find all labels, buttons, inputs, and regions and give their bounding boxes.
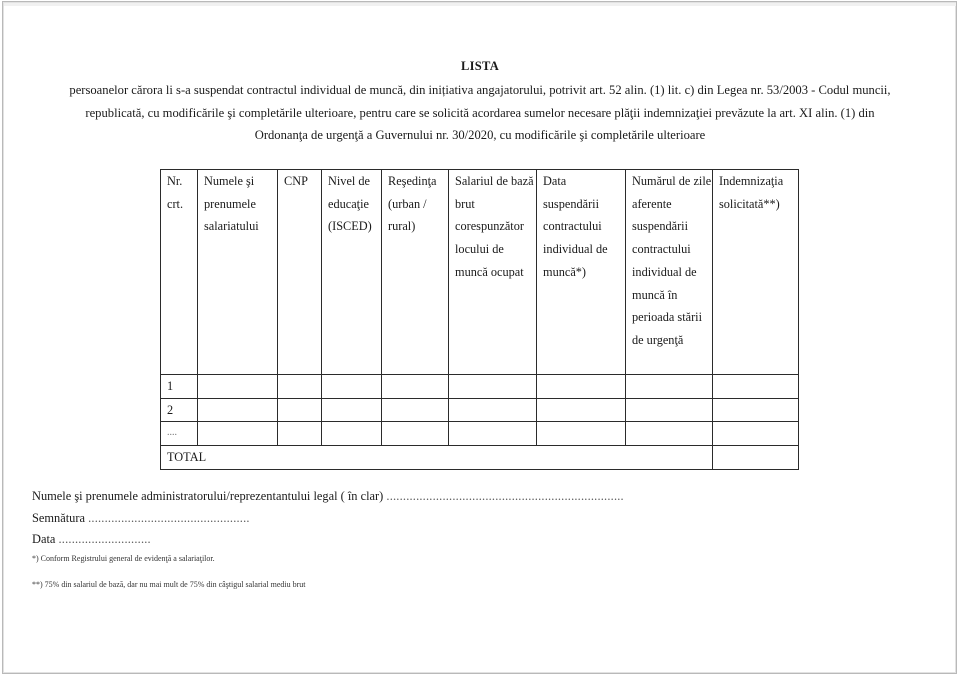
total-label: TOTAL bbox=[161, 446, 713, 470]
header-education-level: Nivel de educaţie (ISCED) bbox=[322, 170, 382, 375]
cell-requested-allowance[interactable] bbox=[713, 375, 799, 399]
header-residence: Reşedinţa (urban / rural) bbox=[382, 170, 449, 375]
cell-residence[interactable] bbox=[382, 398, 449, 422]
cell-nr: .... bbox=[161, 422, 198, 446]
signature-line bbox=[32, 511, 250, 526]
cell-suspension-date[interactable] bbox=[537, 398, 626, 422]
table-total-row bbox=[161, 446, 799, 470]
cell-cnp[interactable] bbox=[278, 422, 322, 446]
cell-residence[interactable] bbox=[382, 375, 449, 399]
cell-base-salary[interactable] bbox=[449, 375, 537, 399]
table-row bbox=[161, 375, 799, 399]
intro-line: Ordonanţa de urgenţă a Guvernului nr. 30/2020, cu modificările şi completările ulterioare bbox=[254, 128, 706, 142]
header-suspension-days: Numărul de zile aferente suspendării contractului individual de muncă în perioada stării de urgenţă bbox=[626, 170, 713, 375]
header-cnp: CNP bbox=[278, 170, 322, 375]
legal-representative-field[interactable]: ........................................................................ bbox=[386, 489, 624, 503]
employee-list-table bbox=[160, 169, 799, 470]
legal-representative-name-line bbox=[32, 489, 624, 504]
cell-requested-allowance[interactable] bbox=[713, 398, 799, 422]
table-row bbox=[161, 398, 799, 422]
header-nr-crt: Nr. crt. bbox=[161, 170, 198, 375]
signature-label: Semnătura bbox=[32, 511, 85, 525]
cell-education-level[interactable] bbox=[322, 398, 382, 422]
header-base-salary: Salariul de bază brut corespunzător locului de muncă ocupat bbox=[449, 170, 537, 375]
page-top-edge bbox=[4, 3, 956, 6]
table-row bbox=[161, 422, 799, 446]
cell-suspension-days[interactable] bbox=[626, 398, 713, 422]
cell-suspension-date[interactable] bbox=[537, 375, 626, 399]
cell-cnp[interactable] bbox=[278, 398, 322, 422]
cell-base-salary[interactable] bbox=[449, 398, 537, 422]
cell-base-salary[interactable] bbox=[449, 422, 537, 446]
cell-nr: 2 bbox=[161, 398, 198, 422]
date-field[interactable]: ............................ bbox=[58, 532, 151, 546]
table-header-row bbox=[161, 170, 799, 375]
intro-line: republicată, cu modificările şi completările ulterioare, pentru care se solicită acordarea sumelor necesare plăţii indemnizaţiei prevăzute la art. XI alin. (1) din bbox=[85, 105, 875, 120]
total-value[interactable] bbox=[713, 446, 799, 470]
footnote-2: **) 75% din salariul de bază, dar nu mai mult de 75% din câştigul salarial mediu brut bbox=[32, 580, 306, 589]
cell-suspension-date[interactable] bbox=[537, 422, 626, 446]
cell-employee-name[interactable] bbox=[198, 375, 278, 399]
date-label: Data bbox=[32, 532, 56, 546]
cell-suspension-days[interactable] bbox=[626, 422, 713, 446]
footnote-1: *) Conform Registrului general de evidenţă a salariaţilor. bbox=[32, 554, 215, 563]
date-line bbox=[32, 532, 151, 547]
intro-line: persoanelor cărora li s-a suspendat contractul individual de muncă, din inițiativa angajatorului, potrivit art. 52 alin. (1) lit. c) din Legea nr. 53/2003 - Codul muncii, bbox=[69, 83, 891, 97]
cell-residence[interactable] bbox=[382, 422, 449, 446]
cell-nr: 1 bbox=[161, 375, 198, 399]
document-intro bbox=[20, 79, 940, 147]
document-title: LISTA bbox=[460, 59, 500, 73]
header-suspension-date: Data suspendării contractului individual de muncă*) bbox=[537, 170, 626, 375]
header-requested-allowance: Indemnizaţia solicitată**) bbox=[713, 170, 799, 375]
cell-cnp[interactable] bbox=[278, 375, 322, 399]
cell-employee-name[interactable] bbox=[198, 398, 278, 422]
header-employee-name: Numele şi prenumele salariatului bbox=[198, 170, 278, 375]
legal-representative-label: Numele şi prenumele administratorului/reprezentantului legal ( în clar) bbox=[32, 489, 384, 503]
cell-suspension-days[interactable] bbox=[626, 375, 713, 399]
cell-education-level[interactable] bbox=[322, 375, 382, 399]
cell-requested-allowance[interactable] bbox=[713, 422, 799, 446]
cell-employee-name[interactable] bbox=[198, 422, 278, 446]
signature-field[interactable]: ................................................. bbox=[88, 511, 250, 525]
cell-education-level[interactable] bbox=[322, 422, 382, 446]
